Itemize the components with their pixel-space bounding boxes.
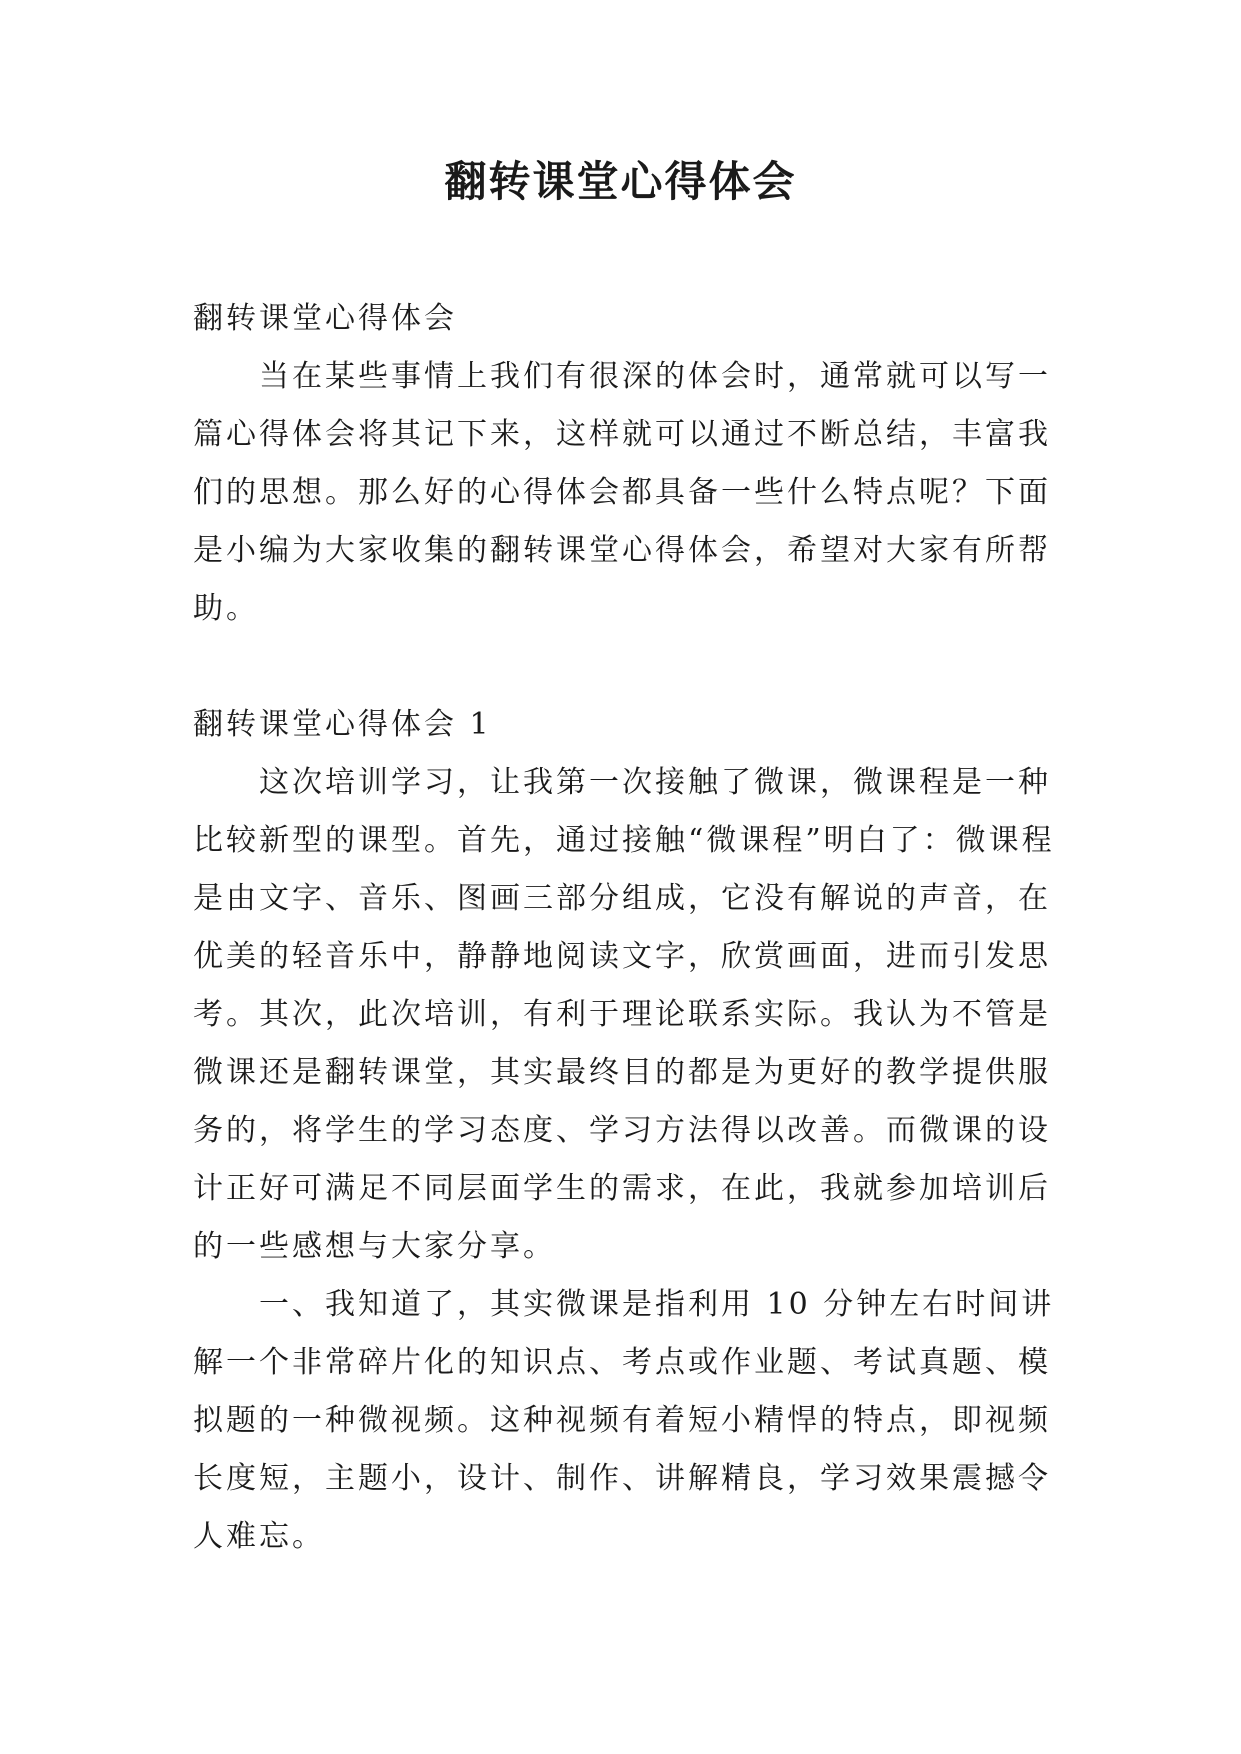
- body-paragraph: 一、我知道了，其实微课是指利用 10 分钟左右时间讲解一个非常碎片化的知识点、考点或作业题、考试真题、模拟题的一种微视频。这种视频有着短小精悍的特点，即视频长度短，主题小，设计、制作、讲解精良，学习效果震撼令人难忘。: [193, 1287, 1055, 1554]
- document-subtitle: 翻转课堂心得体会: [193, 301, 457, 336]
- intro-paragraph: 当在某些事情上我们有很深的体会时，通常就可以写一篇心得体会将其记下来，这样就可以通过不断总结，丰富我们的思想。那么好的心得体会都具备一些什么特点呢？下面是小编为大家收集的翻转课堂心得体会，希望对大家有所帮助。: [193, 359, 1051, 626]
- document-title: 翻转课堂心得体会: [444, 157, 797, 206]
- section-heading: 翻转课堂心得体会 1: [193, 707, 492, 742]
- section-spacer: [193, 638, 1063, 696]
- body-paragraph: 这次培训学习，让我第一次接触了微课，微课程是一种比较新型的课型。首先，通过接触“微课程”明白了：微课程是由文字、音乐、图画三部分组成，它没有解说的声音，在优美的轻音乐中，静静地阅读文字，欣赏画面，进而引发思考。其次，此次培训，有利于理论联系实际。我认为不管是微课还是翻转课堂，其实最终目的都是为更好的教学提供服务的，将学生的学习态度、学习方法得以改善。而微课的设计正好可满足不同层面学生的需求，在此，我就参加培训后的一些感想与大家分享。: [193, 765, 1055, 1264]
- document-body: [193, 290, 1063, 1566]
